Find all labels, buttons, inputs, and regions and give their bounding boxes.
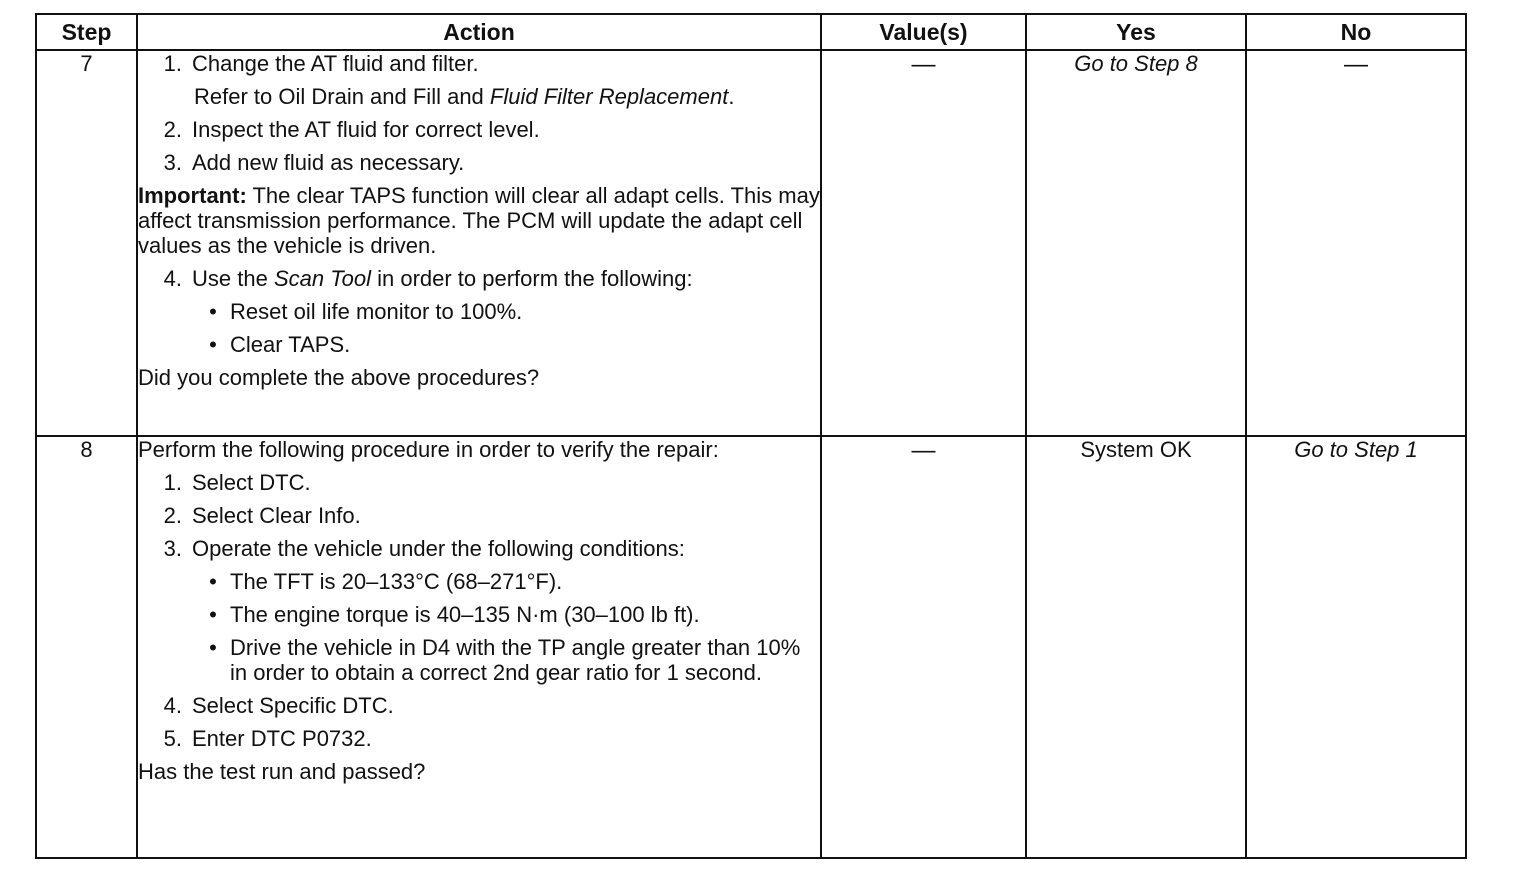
header-row: [36, 14, 1466, 50]
yes-cell: Go to Step 8: [1026, 50, 1246, 436]
table-row-step-8: [36, 436, 1466, 858]
value-cell: —: [821, 436, 1026, 858]
header-no: No: [1246, 14, 1466, 50]
bullet-item: • The engine torque is 40–135 N·m (30–100 lb ft).: [209, 602, 700, 627]
list-item: 3. Operate the vehicle under the following conditions:: [163, 536, 685, 561]
list-item: 1. Change the AT fluid and filter.: [163, 51, 479, 76]
no-cell: —: [1246, 50, 1466, 436]
step-number: 8: [36, 436, 137, 858]
list-item: 4. Use the Scan Tool in order to perform the following:: [163, 266, 693, 291]
question: Has the test run and passed?: [138, 759, 426, 784]
important-note: Important: The clear TAPS function will clear all adapt cells. This may affect transmission performance. The PCM will update the adapt cell values as the vehicle is driven.: [138, 183, 820, 258]
list-item: 3. Add new fluid as necessary.: [163, 150, 465, 175]
value-cell: —: [821, 50, 1026, 436]
header-values: Value(s): [821, 14, 1026, 50]
bullet-item: • Clear TAPS.: [209, 332, 351, 357]
yes-cell: System OK: [1026, 436, 1246, 858]
list-item: 5. Enter DTC P0732.: [163, 726, 372, 751]
step-number: 7: [36, 50, 137, 436]
list-item: 2. Select Clear Info.: [163, 503, 361, 528]
no-cell: Go to Step 1: [1246, 436, 1466, 858]
header-yes: Yes: [1026, 14, 1246, 50]
bullet-item: • Drive the vehicle in D4 with the TP angle greater than 10% in order to obtain a correct 2nd gear ratio for 1 second.: [209, 635, 801, 685]
list-item: 2. Inspect the AT fluid for correct level.: [163, 117, 540, 142]
action-cell: [137, 50, 821, 436]
intro-text: Perform the following procedure in order to verify the repair:: [138, 437, 719, 462]
question: Did you complete the above procedures?: [138, 365, 540, 390]
fluid-filter-link: Fluid Filter Replacement: [489, 84, 729, 109]
diagnostic-table: [35, 13, 1467, 859]
list-item: 4. Select Specific DTC.: [163, 693, 394, 718]
important-label: Important:: [138, 183, 247, 208]
scan-tool-term: Scan Tool: [273, 266, 371, 291]
header-step: Step: [36, 14, 137, 50]
table-row-step-7: [36, 50, 1466, 436]
bullet-item: • The TFT is 20–133°C (68–271°F).: [209, 569, 563, 594]
list-item: 1. Select DTC.: [163, 470, 311, 495]
header-action: Action: [137, 14, 821, 50]
reference-note: Refer to Oil Drain and Fill and Fluid Filter Replacement.: [194, 84, 735, 109]
action-cell: [137, 436, 821, 858]
bullet-item: • Reset oil life monitor to 100%.: [209, 299, 523, 324]
